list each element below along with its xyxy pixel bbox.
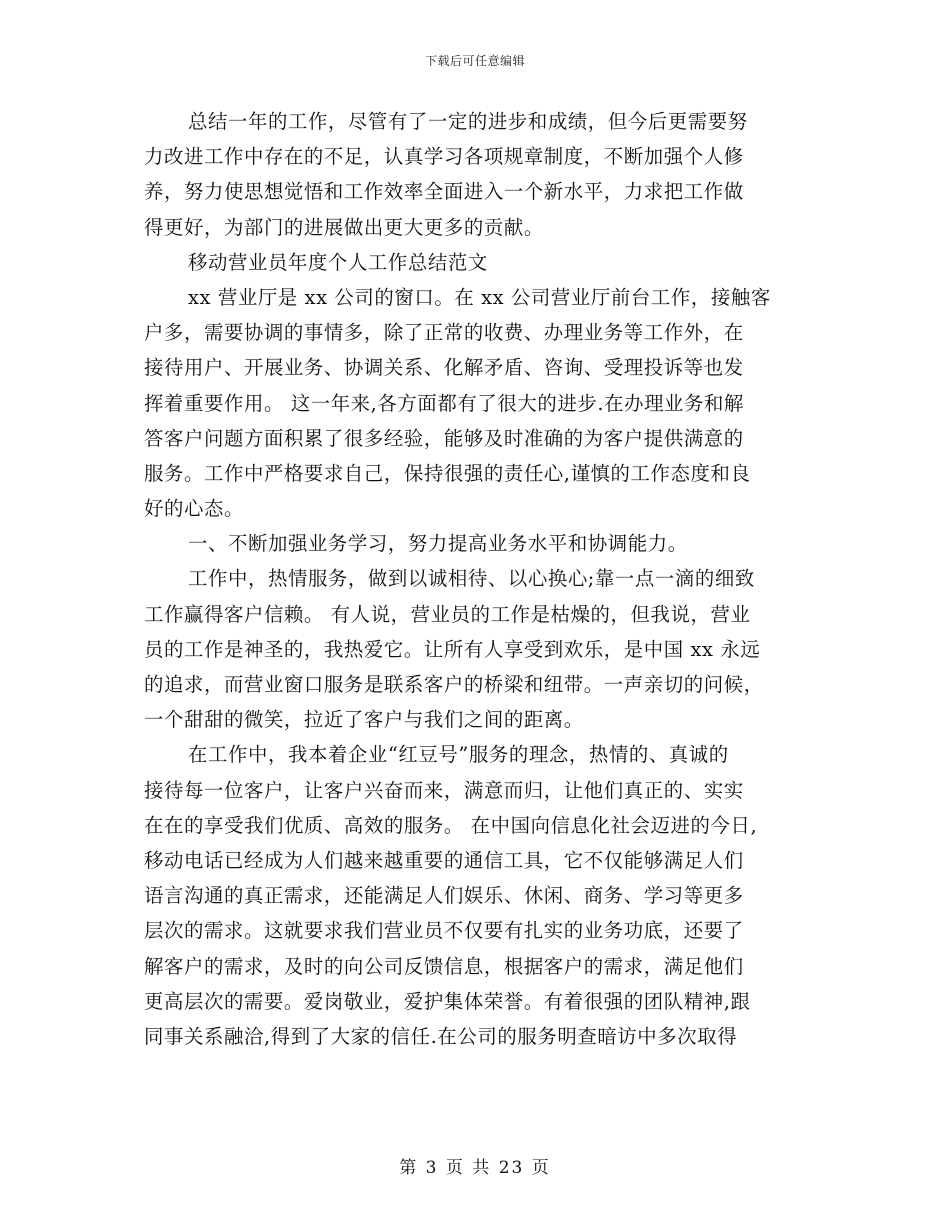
text-line: 在在的享受我们优质、高效的服务。 在中国向信息化社会迈进的今日, [144,813,758,837]
text-line: 员的工作是神圣的，我热爱它。让所有人享受到欢乐，是中国 xx 永远 [144,637,761,661]
text-line: 好的心态。 [144,497,244,521]
text-line: 的追求，而营业窗口服务是联系客户的桥梁和纽带。一声亲切的问候， [144,673,764,696]
text-line: 同事关系融洽,得到了大家的信任.在公司的服务明查暗访中多次取得 [144,1024,738,1048]
text-line: 层次的需求。这就要求我们营业员不仅要有扎实的业务功底，还要了 [144,919,744,943]
section-title: 移动营业员年度个人工作总结范文 [188,250,488,274]
section-heading: 一、不断加强业务学习，努力提高业务水平和协调能力。 [188,532,688,556]
text-line: 户多，需要协调的事情多，除了正常的收费、办理业务等工作外，在 [144,321,744,345]
text-line: 接待每一位客户，让客户兴奋而来，满意而归，让他们真正的、实实 [144,778,744,802]
text-line: 工作赢得客户信赖。 有人说，营业员的工作是枯燥的，但我说，营业 [144,602,751,626]
text-line: 总结一年的工作，尽管有了一定的进步和成绩，但今后更需要努 [188,110,748,133]
page-header: 下载后可任意编辑 [424,54,525,68]
text-line: 答客户问题方面积累了很多经验，能够及时准确的为客户提供满意的 [144,426,744,450]
text-line: 工作中，热情服务，做到以诚相待、以心换心;靠一点一滴的细致 [188,567,755,591]
text-line: xx 营业厅是 xx 公司的窗口。在 xx 公司营业厅前台工作，接触客 [188,285,771,309]
text-line: 力改进工作中存在的不足，认真学习各项规章制度，不断加强个人修 [144,145,744,169]
text-line: 语言沟通的真正需求，还能满足人们娱乐、休闲、商务、学习等更多 [144,884,744,908]
text-line: 养，努力使思想觉悟和工作效率全面进入一个新水平，力求把工作做 [144,180,744,204]
text-line: 接待用户、开展业务、协调关系、化解矛盾、咨询、受理投诉等也发 [144,356,744,380]
document-body [144,104,814,1054]
text-line: 移动电话已经成为人们越来越重要的通信工具，它不仅能够满足人们 [144,848,744,872]
page-number-footer: 第 3 页 共 23 页 [399,1158,551,1178]
text-line: 在工作中，我本着企业“红豆号”服务的理念，热情的、真诚的 [188,743,729,767]
text-line: 服务。工作中严格要求自己，保持很强的责任心,谨慎的工作态度和良 [144,461,751,485]
text-line: 解客户的需求，及时的向公司反馈信息，根据客户的需求，满足他们 [144,954,744,978]
text-line: 一个甜甜的微笑，拉近了客户与我们之间的距离。 [144,708,584,732]
text-line: 挥着重要作用。 这一年来,各方面都有了很大的进步.在办理业务和解 [144,391,745,415]
text-line: 得更好，为部门的进展做出更大更多的贡献。 [144,215,544,239]
text-line: 更高层次的需要。爱岗敬业，爱护集体荣誉。有着很强的团队精神,跟 [144,989,751,1013]
